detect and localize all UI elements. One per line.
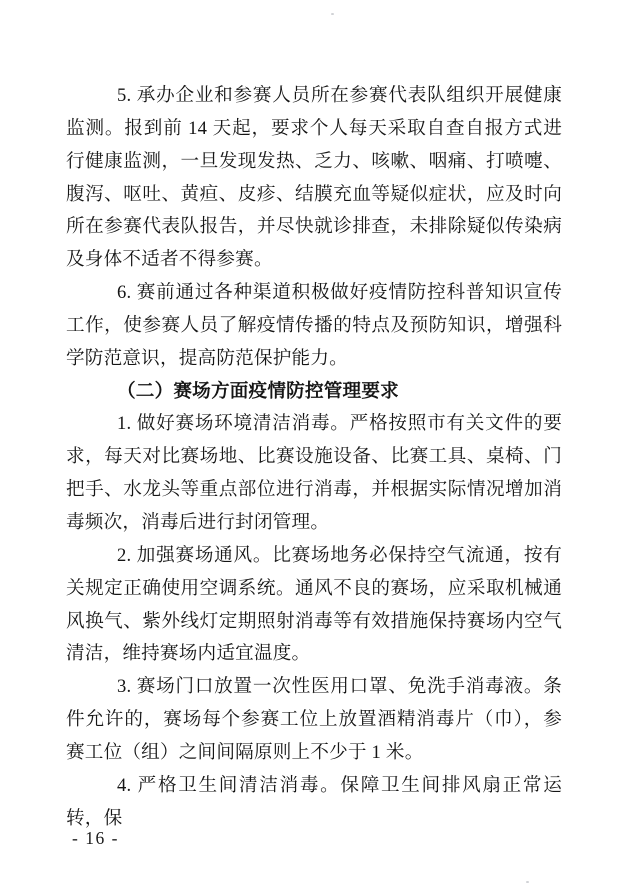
document-body bbox=[66, 80, 562, 835]
paragraph-item6-publicity: 6. 赛前通过各种渠道积极做好疫情防控科普知识宣传工作，使参赛人员了解疫情传播的特点及预防知识，增强科学防范意识，提高防范保护能力。 bbox=[66, 282, 562, 369]
scan-artifact-speck bbox=[526, 881, 529, 883]
scan-artifact-speck bbox=[331, 13, 334, 15]
paragraph-item5-health-monitoring: 5. 承办企业和参赛人员所在参赛代表队组织开展健康监测。报到前 14 天起，要求个人每天采取自查自报方式进行健康监测，一旦发现发热、乏力、咳嗽、咽痛、打喷嚏、腹泻、呕吐、黄疸、皮疹、结膜充血等疑似症状，应及时向所在参赛代表队报告，并尽快就诊排查，未排除疑似传染病及身体不适者不得参赛。 bbox=[66, 85, 562, 271]
page-number: - 16 - bbox=[72, 828, 119, 848]
paragraph-item4-restroom-cleaning: 4. 严格卫生间清洁消毒。保障卫生间排风扇正常运转，保 bbox=[66, 774, 562, 829]
section-heading-venue-epidemic-control: （二）赛场方面疫情防控管理要求 bbox=[117, 380, 399, 402]
paragraph-item2-ventilation: 2. 加强赛场通风。比赛场地务必保持空气流通，按有关规定正确使用空调系统。通风不良的赛场，应采取机械通风换气、紫外线灯定期照射消毒等有效措施保持赛场内空气清洁，维持赛场内适宜温度。 bbox=[66, 544, 562, 665]
paragraph-item1-venue-disinfection: 1. 做好赛场环境清洁消毒。严格按照市有关文件的要求，每天对比赛场地、比赛设施设备、比赛工具、桌椅、门把手、水龙头等重点部位进行消毒，并根据实际情况增加消毒频次，消毒后进行封闭管理。 bbox=[66, 413, 562, 533]
paragraph-item3-masks-sanitizer: 3. 赛场门口放置一次性医用口罩、免洗手消毒液。条件允许的，赛场每个参赛工位上放置酒精消毒片（巾），参赛工位（组）之间间隔原则上不少于 1 米。 bbox=[66, 676, 562, 763]
